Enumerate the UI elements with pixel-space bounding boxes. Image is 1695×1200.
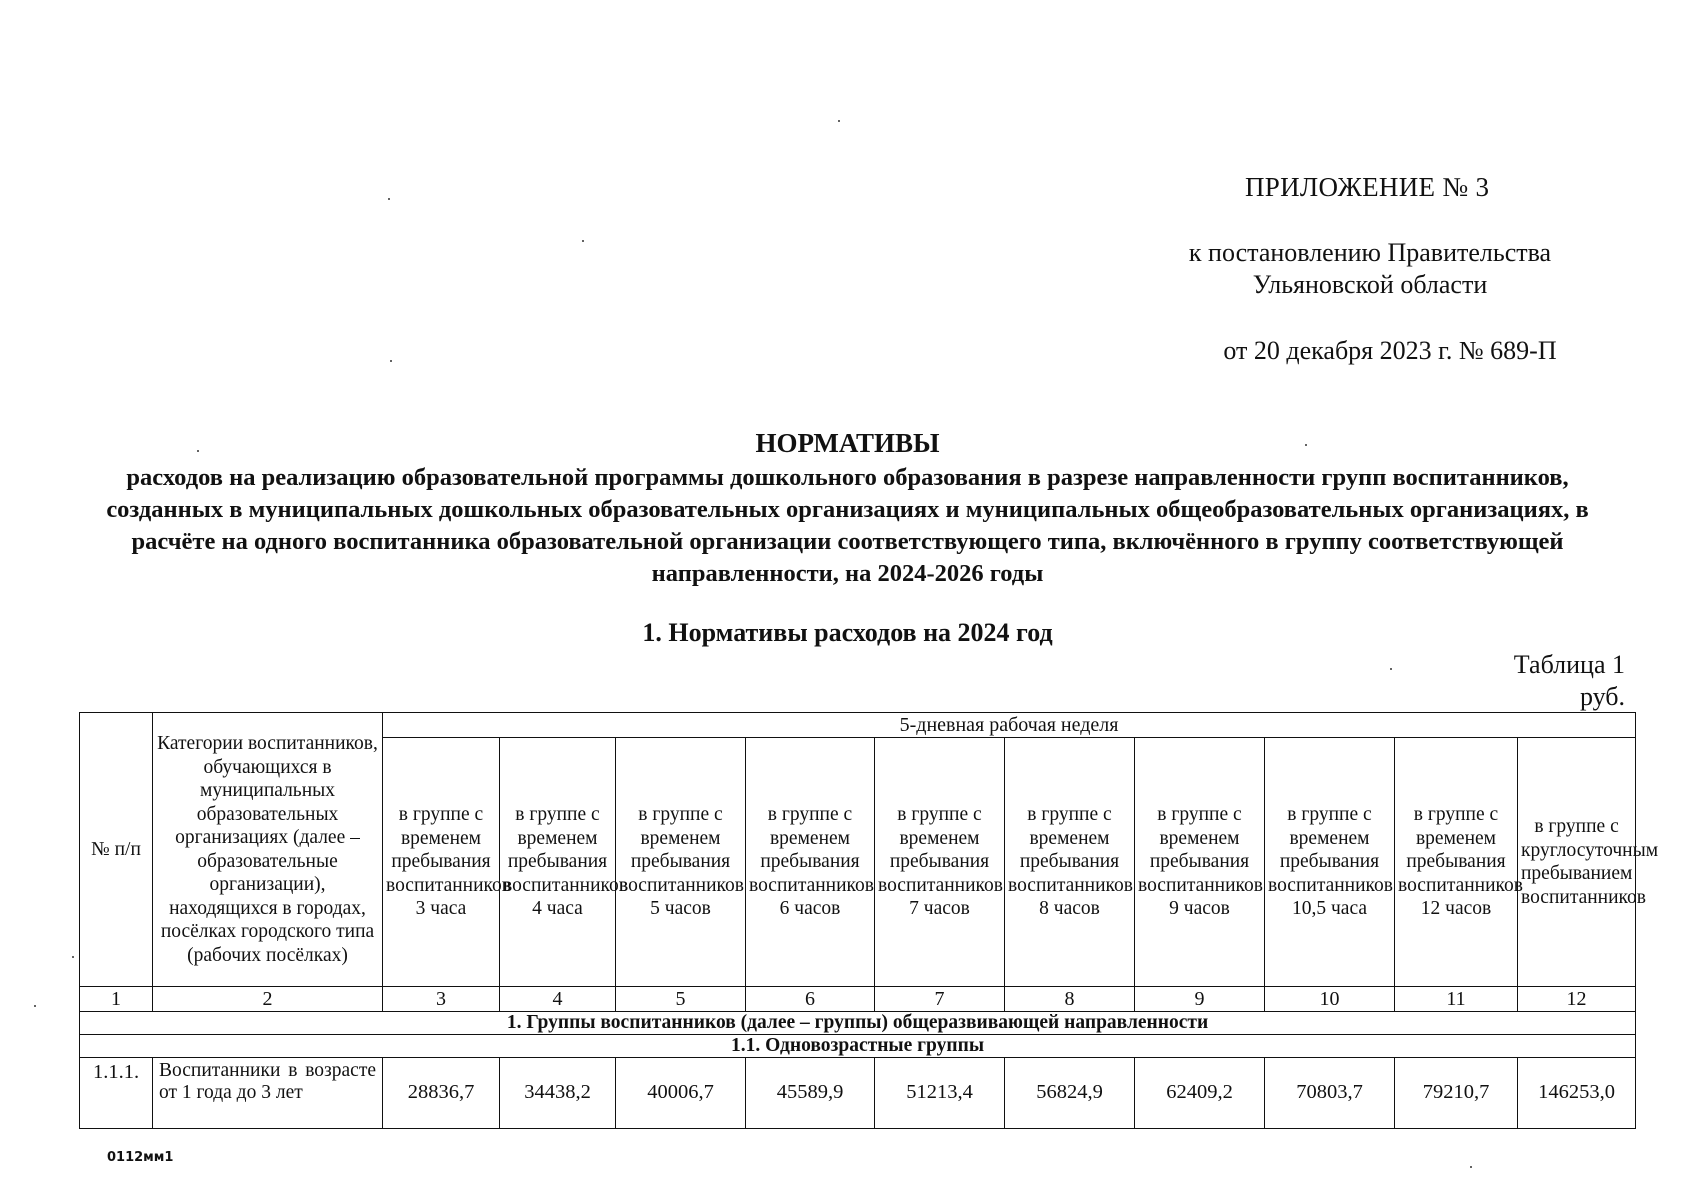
row-value-10-5h: 70803,7 (1265, 1058, 1395, 1129)
decree-date-number: от 20 декабря 2023 г. № 689-П (1223, 336, 1557, 365)
scan-speck (1305, 444, 1307, 446)
row-number: 1.1.1. (80, 1058, 153, 1129)
col-header-8h: в группе с временем пребывания воспитанников 8 часов (1005, 738, 1135, 987)
col-header-24h: в группе с круглосуточным пребыванием воспитанников (1518, 738, 1636, 987)
scan-speck (390, 360, 392, 362)
column-number: 8 (1005, 987, 1135, 1012)
col-header-week: 5-дневная рабочая неделя (383, 713, 1636, 738)
column-number: 11 (1395, 987, 1518, 1012)
column-number: 9 (1135, 987, 1265, 1012)
column-number: 12 (1518, 987, 1636, 1012)
table-row (80, 1058, 1636, 1129)
decree-reference-line-1: к постановлению Правительства (1188, 238, 1552, 267)
column-number: 10 (1265, 987, 1395, 1012)
document-title: НОРМАТИВЫ (755, 428, 940, 458)
row-value-9h: 62409,2 (1135, 1058, 1265, 1129)
column-number: 6 (746, 987, 875, 1012)
scan-speck (34, 1005, 36, 1007)
unit-label: руб. (1579, 682, 1625, 711)
scan-speck (72, 956, 74, 958)
row-value-8h: 56824,9 (1005, 1058, 1135, 1129)
row-value-5h: 40006,7 (616, 1058, 746, 1129)
appendix-title: ПРИЛОЖЕНИЕ № 3 (1245, 172, 1490, 202)
column-number: 3 (383, 987, 500, 1012)
group-heading-row (80, 1012, 1636, 1035)
scan-speck (838, 120, 840, 122)
col-header-5h: в группе с временем пребывания воспитанников 5 часов (616, 738, 746, 987)
row-value-6h: 45589,9 (746, 1058, 875, 1129)
row-value-24h: 146253,0 (1518, 1058, 1636, 1129)
section-title: 1. Нормативы расходов на 2024 год (642, 618, 1053, 647)
column-number: 7 (875, 987, 1005, 1012)
scan-speck (388, 198, 390, 200)
document-subtitle: расходов на реализацию образовательной программы дошкольного образования в разрезе направленности групп воспитанников, созданных в муниципальных дошкольных образовательных организациях и муниципальных общеобразовательных организациях, в расчёте на одного воспитанника образовательной организации соответствующего типа, включённого в группу соответствующей направленности, на 2024-2026 годы (106, 464, 1589, 587)
column-number: 4 (500, 987, 616, 1012)
table-header-row (80, 713, 1636, 738)
scan-speck (1470, 1166, 1472, 1168)
col-header-9h: в группе с временем пребывания воспитанников 9 часов (1135, 738, 1265, 987)
column-number: 5 (616, 987, 746, 1012)
group-heading: 1. Группы воспитанников (далее – группы) общеразвивающей направленности (80, 1012, 1636, 1035)
column-number: 2 (153, 987, 383, 1012)
subgroup-heading-row (80, 1035, 1636, 1058)
col-header-3h: в группе с временем пребывания воспитанников 3 часа (383, 738, 500, 987)
footer-document-code: 0112мм1 (107, 1150, 174, 1165)
col-header-10-5h: в группе с временем пребывания воспитанников 10,5 часа (1265, 738, 1395, 987)
row-value-12h: 79210,7 (1395, 1058, 1518, 1129)
col-header-category: Категории воспитанников, обучающихся в муниципальных образовательных организациях (далее – образовательные организации), находящихся в городах, посёлках городского типа (рабочих посёлках) (153, 713, 383, 987)
column-number-row (80, 987, 1636, 1012)
col-header-6h: в группе с временем пребывания воспитанников 6 часов (746, 738, 875, 987)
row-value-3h: 28836,7 (383, 1058, 500, 1129)
scan-speck (197, 450, 199, 452)
table-label: Таблица 1 (1513, 650, 1625, 679)
col-header-num: № п/п (80, 713, 153, 987)
subgroup-heading: 1.1. Одновозрастные группы (80, 1035, 1636, 1058)
row-value-4h: 34438,2 (500, 1058, 616, 1129)
scan-speck (1390, 668, 1392, 670)
row-category: Воспитанники в возрасте от 1 года до 3 лет (153, 1058, 383, 1129)
scan-speck (582, 240, 584, 242)
col-header-7h: в группе с временем пребывания воспитанников 7 часов (875, 738, 1005, 987)
col-header-4h: в группе с временем пребывания воспитанников 4 часа (500, 738, 616, 987)
column-number: 1 (80, 987, 153, 1012)
decree-reference-line-2: Ульяновской области (1252, 270, 1488, 299)
norms-table (79, 712, 1659, 1129)
col-header-12h: в группе с временем пребывания воспитанников 12 часов (1395, 738, 1518, 987)
row-value-7h: 51213,4 (875, 1058, 1005, 1129)
